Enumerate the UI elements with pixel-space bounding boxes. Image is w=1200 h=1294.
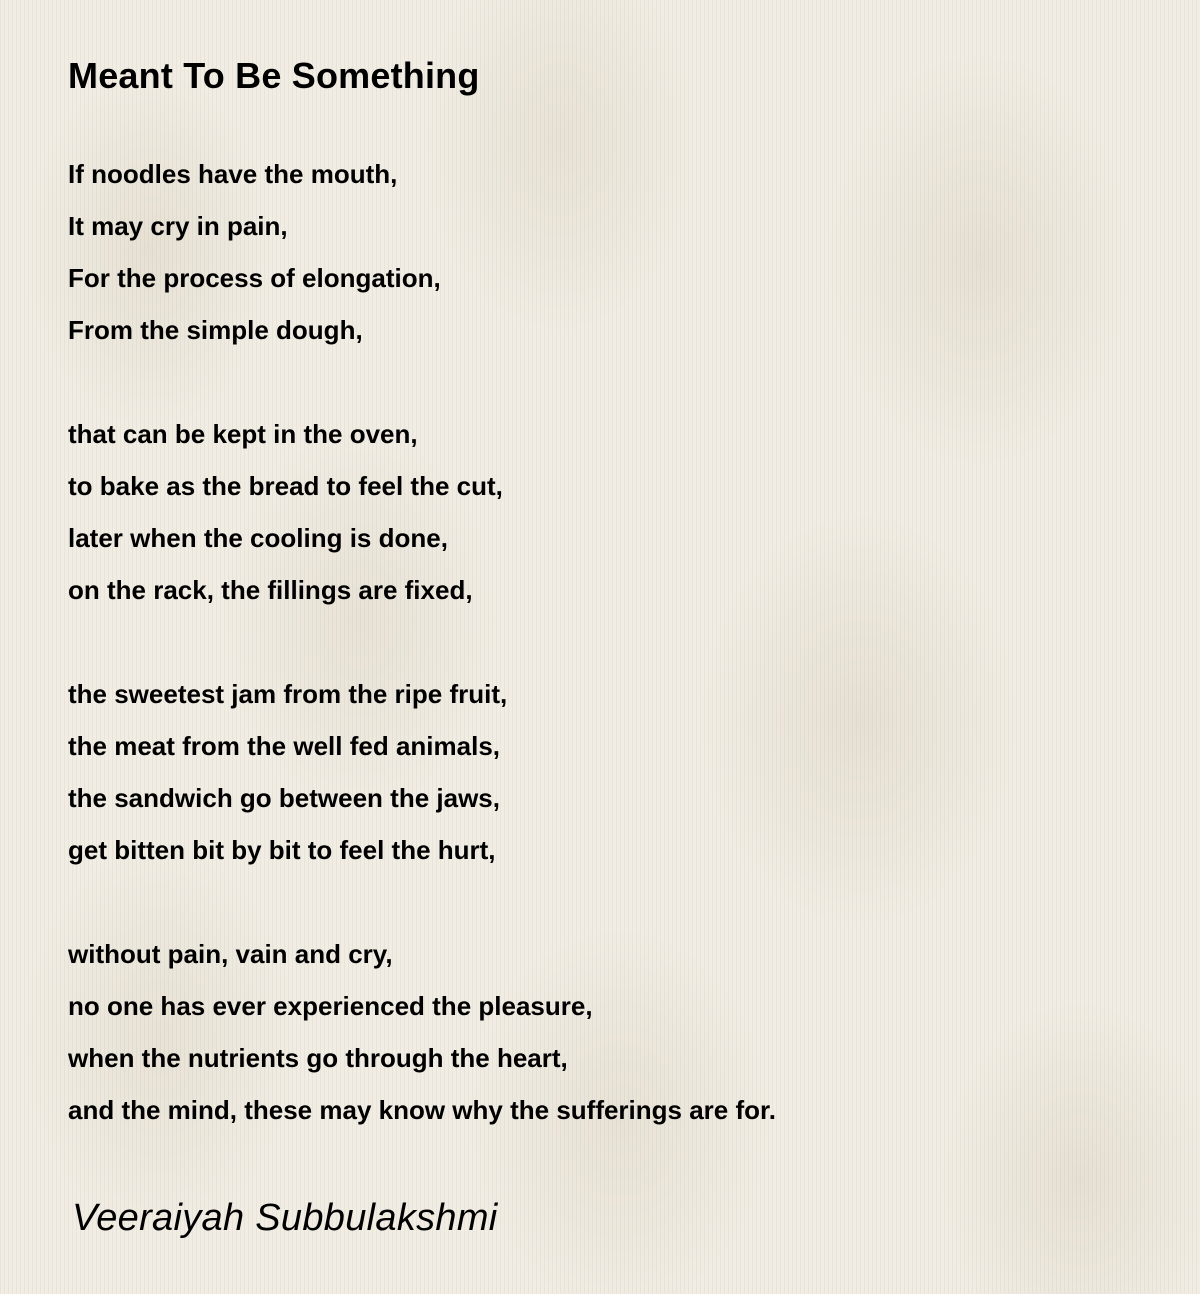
stanza-3	[68, 668, 1148, 876]
poem-line: If noodles have the mouth,	[68, 159, 398, 189]
poem-line: From the simple dough,	[68, 315, 363, 345]
poem-line: the sandwich go between the jaws,	[68, 783, 500, 813]
poem-line: to bake as the bread to feel the cut,	[68, 471, 503, 501]
poem-card	[68, 48, 1148, 1136]
poem-line: no one has ever experienced the pleasure,	[68, 991, 593, 1021]
poem-line: It may cry in pain,	[68, 211, 288, 241]
poem-line: that can be kept in the oven,	[68, 419, 418, 449]
poem-line: later when the cooling is done,	[68, 523, 448, 553]
poem-line: the meat from the well fed animals,	[68, 731, 500, 761]
poem-line: without pain, vain and cry,	[68, 939, 393, 969]
stanza-1	[68, 148, 1148, 356]
stanza-2	[68, 408, 1148, 616]
poem-line: on the rack, the fillings are fixed,	[68, 575, 473, 605]
poem-title: Meant To Be Something	[68, 55, 480, 96]
poem-body	[68, 148, 1148, 1136]
poem-line: For the process of elongation,	[68, 263, 441, 293]
poem-line: and the mind, these may know why the sufferings are for.	[68, 1095, 776, 1125]
poem-author: Veeraiyah Subbulakshmi	[72, 1197, 498, 1239]
poem-line: get bitten bit by bit to feel the hurt,	[68, 835, 496, 865]
poem-line: the sweetest jam from the ripe fruit,	[68, 679, 508, 709]
poem-line: when the nutrients go through the heart,	[68, 1043, 568, 1073]
stanza-4	[68, 928, 1148, 1136]
